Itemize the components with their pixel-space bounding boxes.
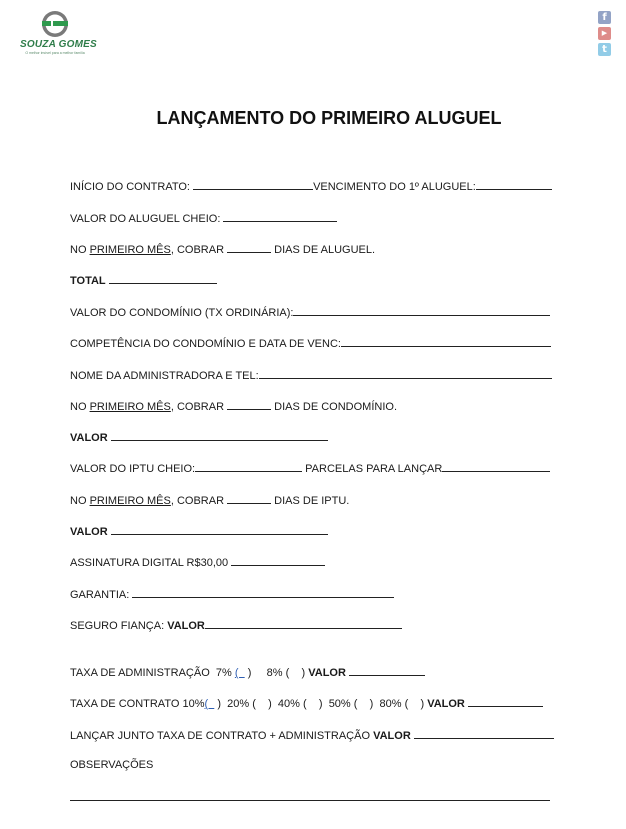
label-no: NO <box>70 401 87 413</box>
label-valor: VALOR <box>373 730 411 742</box>
blank-total[interactable] <box>109 273 217 284</box>
row-inicio-contrato <box>70 179 552 193</box>
row-cobrar-condominio <box>70 399 397 413</box>
blank-seguro-fianca[interactable] <box>205 618 402 629</box>
blank-assinatura[interactable] <box>231 555 325 566</box>
label-primeiro-mes: PRIMEIRO MÊS <box>89 401 171 413</box>
label-valor-aluguel: VALOR DO ALUGUEL CHEIO: <box>70 213 221 225</box>
blank-dias-aluguel[interactable] <box>227 242 271 253</box>
option-label: 80% <box>379 698 402 710</box>
row-lancar-junto <box>70 728 554 742</box>
row-valor-condominio <box>70 305 550 319</box>
label-seguro-fianca: SEGURO FIANÇA: <box>70 620 165 632</box>
label-valor-condominio: VALOR DO CONDOMÍNIO (TX ORDINÁRIA): <box>70 307 294 319</box>
label-inicio-contrato: INÍCIO DO CONTRATO: <box>70 181 190 193</box>
option-label: 10% <box>182 698 205 710</box>
label-valor: VALOR <box>167 620 205 632</box>
label-primeiro-mes: PRIMEIRO MÊS <box>89 244 171 256</box>
label-no: NO <box>70 244 87 256</box>
row-valor-iptu-total <box>70 524 328 538</box>
row-assinatura <box>70 555 325 569</box>
checkbox-contrato-20[interactable]: ( ) <box>252 698 272 710</box>
row-cobrar-aluguel <box>70 242 375 256</box>
checkbox-contrato-10[interactable]: ( <box>204 698 215 710</box>
row-administradora <box>70 368 552 382</box>
social-links <box>598 11 612 59</box>
blank-inicio-contrato[interactable] <box>193 179 313 190</box>
row-taxa-adm: TAXA DE ADMINISTRAÇÃO 7% ( ) 8% ( ) VALOR <box>70 665 425 679</box>
label-observacoes: OBSERVAÇÕES <box>70 759 154 771</box>
logo-mark-icon <box>40 10 70 38</box>
row-valor-aluguel <box>70 211 337 225</box>
checkbox-contrato-40[interactable]: ( ) <box>303 698 323 710</box>
checkbox-contrato-50[interactable]: ( ) <box>353 698 374 710</box>
checkbox-contrato-80[interactable]: ( ) <box>404 698 425 710</box>
label-administradora: NOME DA ADMINISTRADORA E TEL: <box>70 370 259 382</box>
row-garantia <box>70 587 394 601</box>
blank-parcelas[interactable] <box>442 461 550 472</box>
label-valor: VALOR <box>70 432 108 444</box>
blank-valor-adm[interactable] <box>349 665 425 676</box>
page-title: LANÇAMENTO DO PRIMEIRO ALUGUEL <box>156 108 502 128</box>
logo-name: SOUZA GOMES <box>20 39 97 50</box>
row-valor-iptu <box>70 461 550 475</box>
blank-valor-iptu-total[interactable] <box>111 524 328 535</box>
blank-valor-condominio[interactable] <box>293 305 550 316</box>
label-primeiro-mes: PRIMEIRO MÊS <box>89 495 171 507</box>
label-total: TOTAL <box>70 275 106 287</box>
label-taxa-contrato: TAXA DE CONTRATO <box>70 698 180 710</box>
option-label: 40% <box>277 698 300 710</box>
label-garantia: GARANTIA: <box>70 589 130 601</box>
label-cobrar: , COBRAR <box>170 401 225 413</box>
blank-valor-condominio-total[interactable] <box>111 430 328 441</box>
row-valor-condominio-total <box>70 430 328 444</box>
blank-valor-contrato[interactable] <box>468 696 543 707</box>
label-cobrar: , COBRAR <box>170 495 225 507</box>
label-taxa-adm: TAXA DE ADMINISTRAÇÃO <box>70 667 210 679</box>
label-lancar-junto: LANÇAR JUNTO TAXA DE CONTRATO + ADMINISTRAÇÃO <box>70 730 371 742</box>
row-total <box>70 273 217 287</box>
label-dias-aluguel: DIAS DE ALUGUEL. <box>274 244 376 256</box>
label-assinatura: ASSINATURA DIGITAL R$30,00 <box>70 557 229 569</box>
option-label: 7% <box>215 667 232 679</box>
row-seguro-fianca <box>70 618 402 632</box>
blank-dias-iptu[interactable] <box>227 493 271 504</box>
label-competencia: COMPETÊNCIA DO CONDOMÍNIO E DATA DE VENC: <box>70 338 341 350</box>
blank-vencimento[interactable] <box>476 179 552 190</box>
label-valor: VALOR <box>427 698 465 710</box>
blank-valor-aluguel[interactable] <box>223 211 337 222</box>
company-logo <box>20 10 97 55</box>
option-label: 50% <box>328 698 351 710</box>
label-valor: VALOR <box>70 526 108 538</box>
label-valor: VALOR <box>308 667 346 679</box>
label-dias-condominio: DIAS DE CONDOMÍNIO. <box>274 401 398 413</box>
twitter-icon[interactable]: t <box>598 43 611 56</box>
logo-tagline: O melhor imóvel para a melhor família <box>25 51 85 55</box>
label-dias-iptu: DIAS DE IPTU. <box>274 495 350 507</box>
option-label: 20% <box>227 698 250 710</box>
blank-competencia[interactable] <box>341 336 551 347</box>
label-cobrar: , COBRAR <box>170 244 225 256</box>
label-no: NO <box>70 495 87 507</box>
blank-valor-iptu[interactable] <box>195 461 302 472</box>
blank-administradora[interactable] <box>259 368 552 379</box>
checkbox-adm-7[interactable]: ( <box>234 667 245 679</box>
blank-garantia[interactable] <box>132 587 394 598</box>
facebook-icon[interactable]: f <box>598 11 611 24</box>
label-vencimento: VENCIMENTO DO 1º ALUGUEL: <box>313 181 476 193</box>
observacoes-line[interactable] <box>70 800 550 801</box>
row-cobrar-iptu <box>70 493 349 507</box>
row-observacoes <box>70 759 153 771</box>
label-valor-iptu: VALOR DO IPTU CHEIO: <box>70 463 196 475</box>
row-taxa-contrato: TAXA DE CONTRATO 10%( ) 20% ( ) 40% ( ) 50% ( ) 80% ( ) VALOR <box>70 696 543 710</box>
option-label: 8% <box>266 667 283 679</box>
youtube-icon[interactable]: ▶ <box>598 27 611 40</box>
blank-dias-condominio[interactable] <box>227 399 271 410</box>
row-competencia <box>70 336 551 350</box>
blank-lancar-junto[interactable] <box>414 728 554 739</box>
checkbox-adm-8[interactable]: ( ) <box>285 667 306 679</box>
label-parcelas: PARCELAS PARA LANÇAR <box>305 463 443 475</box>
